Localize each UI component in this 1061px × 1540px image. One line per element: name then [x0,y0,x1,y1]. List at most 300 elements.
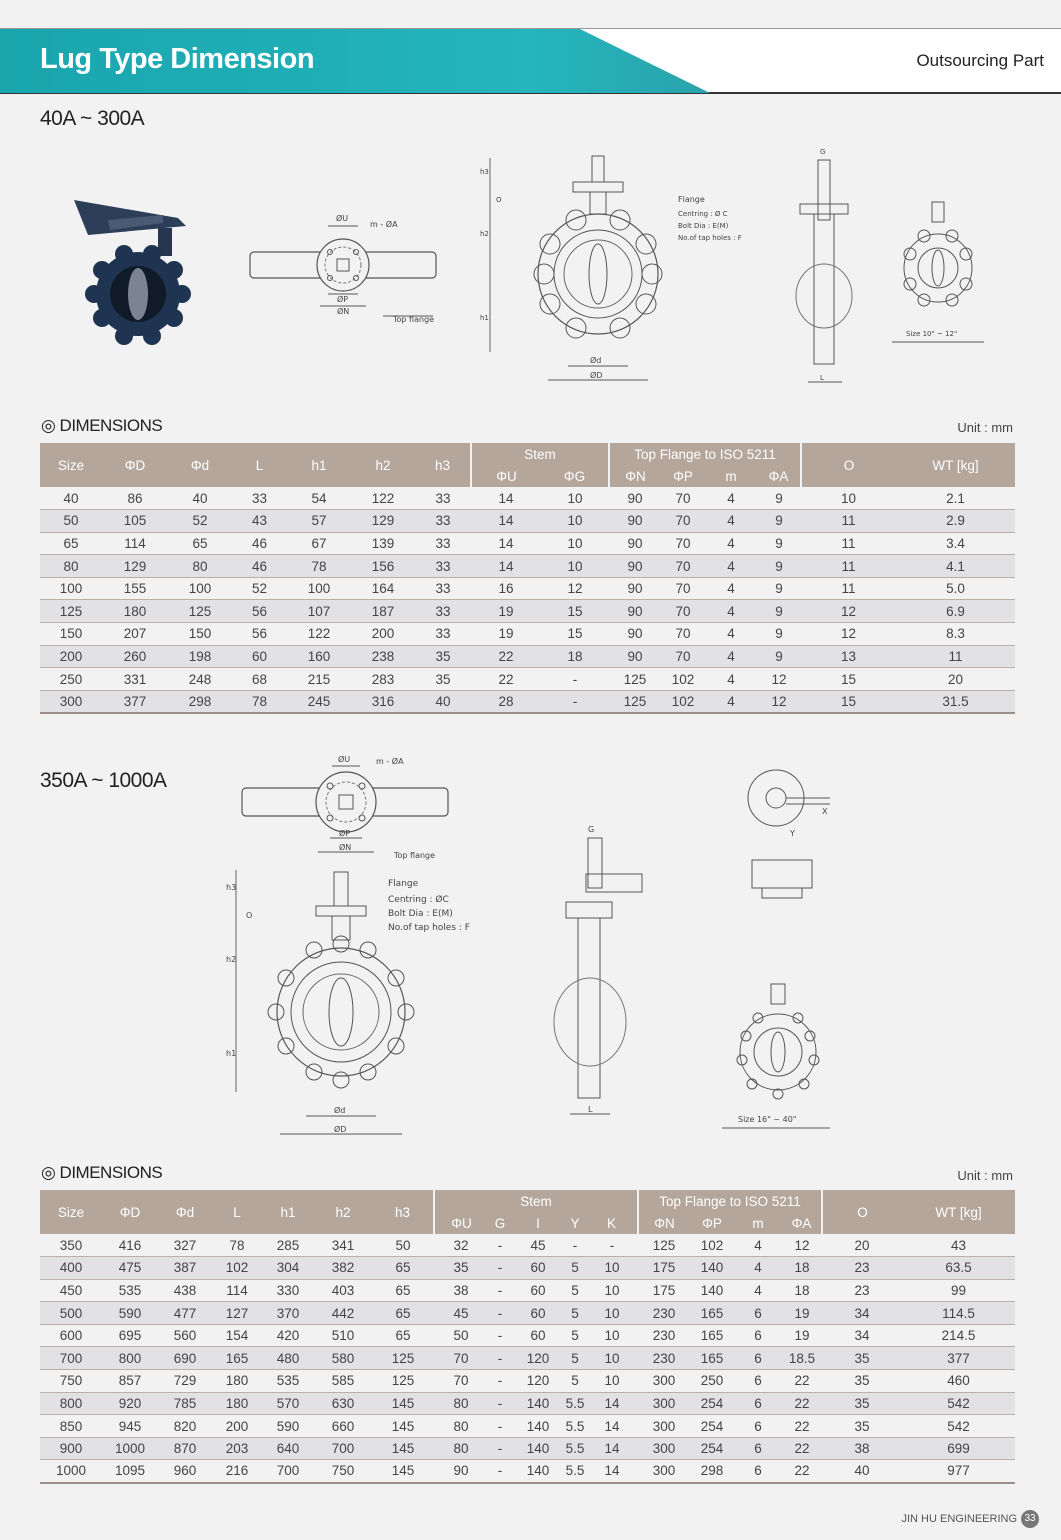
table-row [40,555,1015,578]
table-cell: 180 [212,1370,262,1393]
table-cell: 11 [896,645,1015,668]
table-cell: 78 [232,690,287,713]
table-cell: 4 [705,577,757,600]
table-row [40,1234,1015,1257]
table-cell: 114 [212,1279,262,1302]
table-cell: 90 [609,510,661,533]
table-cell: 510 [314,1324,372,1347]
table-cell: 43 [232,510,287,533]
table-cell: 560 [158,1324,212,1347]
svg-text:Bolt Dia : E(M): Bolt Dia : E(M) [388,909,453,919]
table-cell: 11 [801,532,896,555]
table-cell: 165 [690,1324,734,1347]
table-cell: 300 [638,1437,690,1460]
table-cell: 40 [822,1460,902,1483]
table-cell: 4 [705,600,757,623]
table-cell: 590 [102,1302,158,1325]
table-cell: 570 [262,1392,314,1415]
table-cell: 695 [102,1324,158,1347]
table-cell: 4 [705,510,757,533]
table-cell: 377 [902,1347,1015,1370]
table-cell: 341 [314,1234,372,1257]
table-cell: 70 [434,1370,488,1393]
table-cell: 63.5 [902,1257,1015,1280]
table-cell: 3.4 [896,532,1015,555]
table-cell: 6 [734,1370,782,1393]
table-cell: 4 [734,1257,782,1280]
table-cell: - [488,1302,512,1325]
table-cell: 370 [262,1302,314,1325]
table-cell: 140 [512,1460,564,1483]
table-cell: 140 [512,1437,564,1460]
col-o: O [822,1190,902,1234]
table-cell: 254 [690,1392,734,1415]
table-cell: 70 [661,645,705,668]
table-row [40,1437,1015,1460]
table-cell: 45 [512,1234,564,1257]
col-phi-n: ΦN [638,1212,690,1234]
col-phi-d: Φd [168,443,232,487]
svg-text:O: O [246,911,253,920]
table-cell: 35 [415,645,471,668]
table-cell: 6 [734,1347,782,1370]
col-k: K [586,1212,638,1234]
table-cell: 38 [822,1437,902,1460]
valve-front-drawing-1 [478,152,778,392]
table-cell: 32 [434,1234,488,1257]
table-row [40,690,1015,713]
table-cell: 5 [564,1302,586,1325]
section-label: Outsourcing Part [916,51,1044,70]
col-y: Y [564,1212,586,1234]
table-cell: 140 [512,1415,564,1438]
valve-small-drawing-1 [888,196,988,346]
col-m: m [734,1212,782,1234]
table-cell: 250 [690,1370,734,1393]
table-row [40,1302,1015,1325]
table-cell: 102 [212,1257,262,1280]
col-phi-p: ΦP [661,465,705,487]
table-cell: - [488,1324,512,1347]
table-cell: 19 [471,600,541,623]
table-cell: 870 [158,1437,212,1460]
table-cell: 400 [40,1257,102,1280]
table-cell: 5.5 [564,1392,586,1415]
table-cell: 600 [40,1324,102,1347]
svg-text:ØU: ØU [336,214,349,223]
table-cell: 750 [314,1460,372,1483]
table-cell: 40 [40,487,102,510]
table-cell: - [488,1347,512,1370]
table-row [40,1257,1015,1280]
table-cell: 180 [212,1392,262,1415]
top-flange-drawing-2 [236,752,496,864]
table-cell: 114.5 [902,1302,1015,1325]
col-size: Size [40,443,102,487]
table-cell: 22 [782,1370,822,1393]
svg-text:ØN: ØN [337,307,350,316]
table-row [40,623,1015,646]
table-cell: 5.0 [896,577,1015,600]
table-cell: 90 [609,487,661,510]
table-cell: 12 [757,668,801,691]
table-cell: 248 [168,668,232,691]
table-cell: 4 [734,1234,782,1257]
dimensions-table-2 [40,1190,1015,1484]
table-cell: 155 [102,577,168,600]
col-h1: h1 [262,1190,314,1234]
table-cell: 70 [661,555,705,578]
table-cell: 52 [168,510,232,533]
valve-small-drawing-2 [718,980,838,1130]
table-cell: 15 [541,623,609,646]
table-cell: 19 [471,623,541,646]
table-cell: 10 [586,1324,638,1347]
table-cell: 200 [351,623,415,646]
table-cell: 28 [471,690,541,713]
table-cell: 11 [801,510,896,533]
col-phi-D: ΦD [102,443,168,487]
table-cell: 857 [102,1370,158,1393]
table-cell: - [488,1234,512,1257]
table-cell: 156 [351,555,415,578]
table-row [40,577,1015,600]
table-cell: 945 [102,1415,158,1438]
table-cell: 10 [586,1279,638,1302]
col-l: L [232,443,287,487]
table-cell: 850 [40,1415,102,1438]
table-cell: 38 [434,1279,488,1302]
table-cell: - [586,1234,638,1257]
svg-text:G: G [588,825,595,834]
table-cell: 10 [586,1347,638,1370]
table-cell: 4 [705,668,757,691]
table-cell: 105 [102,510,168,533]
svg-text:Bolt Dia : E(M): Bolt Dia : E(M) [678,222,729,230]
table-cell: 90 [434,1460,488,1483]
col-phi-d: Φd [158,1190,212,1234]
table-cell: 542 [902,1415,1015,1438]
valve-side-drawing-2 [548,822,658,1122]
table-cell: 15 [801,690,896,713]
table-cell: 99 [902,1279,1015,1302]
table-cell: 33 [415,577,471,600]
col-wt: WT [kg] [896,443,1015,487]
table-cell: 80 [434,1415,488,1438]
table-cell: 70 [661,510,705,533]
table-cell: 1095 [102,1460,158,1483]
table-cell: 56 [232,623,287,646]
table-cell: 34 [822,1302,902,1325]
table-cell: 65 [372,1257,434,1280]
table-cell: 350 [40,1234,102,1257]
table-cell: 230 [638,1302,690,1325]
table-cell: 65 [372,1279,434,1302]
table-cell: 700 [314,1437,372,1460]
svg-text:h1: h1 [480,314,489,322]
table-cell: 14 [471,555,541,578]
table-cell: 18 [782,1257,822,1280]
svg-text:ØD: ØD [590,371,603,380]
table-cell: 5 [564,1347,586,1370]
col-i: I [512,1212,564,1234]
table-cell: 175 [638,1257,690,1280]
table-cell: 12 [757,690,801,713]
table-cell: 298 [690,1460,734,1483]
table-cell: 11 [801,577,896,600]
table-cell: 22 [782,1392,822,1415]
table-cell: 9 [757,577,801,600]
svg-text:G: G [820,148,826,156]
table-cell: 12 [541,577,609,600]
table-cell: 31.5 [896,690,1015,713]
table-cell: 215 [287,668,351,691]
table-cell: 33 [232,487,287,510]
col-h3: h3 [415,443,471,487]
table-cell: 500 [40,1302,102,1325]
table-cell: 260 [102,645,168,668]
table-cell: 214.5 [902,1324,1015,1347]
table-cell: 5.5 [564,1460,586,1483]
svg-text:Size 10" ~ 12": Size 10" ~ 12" [906,330,958,338]
table-cell: 35 [434,1257,488,1280]
table-cell: 125 [40,600,102,623]
svg-text:No.of tap holes : F: No.of tap holes : F [388,923,470,933]
table-cell: 977 [902,1460,1015,1483]
table-cell: 480 [262,1347,314,1370]
dimensions-table-1 [40,443,1015,714]
table-cell: 640 [262,1437,314,1460]
table-cell: 60 [512,1324,564,1347]
table-cell: 57 [287,510,351,533]
table-cell: 154 [212,1324,262,1347]
svg-text:Ød: Ød [590,356,602,365]
table-cell: 165 [690,1347,734,1370]
table-cell: 33 [415,623,471,646]
table-cell: 4 [734,1279,782,1302]
top-flange-drawing-1 [248,210,448,330]
table-cell: 150 [168,623,232,646]
table-cell: 4 [705,623,757,646]
table-cell: 78 [212,1234,262,1257]
col-phi-n: ΦN [609,465,661,487]
table-cell: 122 [351,487,415,510]
table-cell: 35 [822,1347,902,1370]
table-cell: 129 [102,555,168,578]
col-l: L [212,1190,262,1234]
table-cell: 300 [638,1370,690,1393]
table-cell: 254 [690,1437,734,1460]
col-h2: h2 [351,443,415,487]
table-cell: 100 [40,577,102,600]
table-cell: - [488,1460,512,1483]
valve-front-drawing-2 [206,866,506,1142]
table-cell: 107 [287,600,351,623]
table-cell: 145 [372,1460,434,1483]
table-cell: 5 [564,1257,586,1280]
table-cell: 45 [434,1302,488,1325]
table-cell: 86 [102,487,168,510]
table-cell: 15 [541,600,609,623]
table-cell: 6 [734,1415,782,1438]
col-phi-a: ΦA [757,465,801,487]
col-phi-u: ΦU [434,1212,488,1234]
table-row [40,1347,1015,1370]
svg-text:L: L [588,1105,593,1114]
svg-text:Ød: Ød [334,1106,346,1115]
table-row [40,668,1015,691]
table-cell: 60 [232,645,287,668]
col-wt: WT [kg] [902,1190,1015,1234]
table-cell: 60 [512,1279,564,1302]
table-cell: 56 [232,600,287,623]
col-o: O [801,443,896,487]
table-cell: 14 [586,1460,638,1483]
table-cell: 90 [609,623,661,646]
svg-text:Y: Y [790,829,795,838]
table-cell: 12 [801,600,896,623]
table-cell: 9 [757,645,801,668]
table-cell: 65 [168,532,232,555]
table-row [40,1370,1015,1393]
table-cell: - [488,1415,512,1438]
table-cell: 52 [232,577,287,600]
table-cell: 580 [314,1347,372,1370]
table-cell: 475 [102,1257,158,1280]
table-cell: 9 [757,532,801,555]
table-cell: 4.1 [896,555,1015,578]
table-cell: 50 [40,510,102,533]
table-cell: 8.3 [896,623,1015,646]
table-cell: 125 [372,1370,434,1393]
table-cell: 114 [102,532,168,555]
valve-photo [68,190,218,350]
table-row [40,1460,1015,1483]
table-cell: 331 [102,668,168,691]
page-number: 33 [1021,1510,1039,1528]
svg-text:h1: h1 [226,1049,237,1058]
table-cell: 10 [541,532,609,555]
table-cell: 145 [372,1392,434,1415]
table-cell: 6 [734,1437,782,1460]
table-cell: 6 [734,1324,782,1347]
col-phi-a: ΦA [782,1212,822,1234]
col-g: G [488,1212,512,1234]
flange-group-header: Top Flange to ISO 5211 [609,443,801,465]
table-cell: - [488,1279,512,1302]
table-cell: 300 [40,690,102,713]
svg-text:ØP: ØP [337,295,349,304]
table-row [40,600,1015,623]
col-h3: h3 [372,1190,434,1234]
table-cell: 33 [415,510,471,533]
table-cell: 750 [40,1370,102,1393]
table-cell: 535 [262,1370,314,1393]
table-cell: 6.9 [896,600,1015,623]
table-cell: 164 [351,577,415,600]
table-cell: 70 [661,600,705,623]
table-cell: - [564,1234,586,1257]
table-cell: 122 [287,623,351,646]
table-cell: 230 [638,1324,690,1347]
table-cell: 5 [564,1370,586,1393]
svg-text:Top flange: Top flange [394,851,436,860]
table-cell: 800 [40,1392,102,1415]
table-cell: 785 [158,1392,212,1415]
table-cell: 9 [757,600,801,623]
table-cell: 145 [372,1415,434,1438]
svg-text:No.of tap holes : F: No.of tap holes : F [678,234,742,242]
table-cell: 14 [471,487,541,510]
table-cell: 33 [415,487,471,510]
table-cell: 34 [822,1324,902,1347]
table-cell: 90 [609,532,661,555]
table-cell: 175 [638,1279,690,1302]
table-cell: 304 [262,1257,314,1280]
stem-group-header: Stem [471,443,609,465]
table-cell: 23 [822,1257,902,1280]
table-cell: 46 [232,555,287,578]
table-cell: 14 [471,532,541,555]
table-cell: 198 [168,645,232,668]
table-cell: 254 [690,1415,734,1438]
table-cell: 283 [351,668,415,691]
table-cell: 960 [158,1460,212,1483]
table-cell: 1000 [102,1437,158,1460]
table-cell: 690 [158,1347,212,1370]
table-cell: 9 [757,510,801,533]
table-cell: 40 [415,690,471,713]
table-row [40,645,1015,668]
table-cell: 387 [158,1257,212,1280]
svg-text:m - ØA: m - ØA [370,220,398,229]
svg-text:X: X [822,807,828,816]
table-cell: 60 [512,1257,564,1280]
table-cell: 250 [40,668,102,691]
table-cell: 4 [705,487,757,510]
table-cell: 125 [168,600,232,623]
table-cell: 477 [158,1302,212,1325]
svg-text:Flange: Flange [388,879,419,889]
table-cell: 4 [705,690,757,713]
table-cell: 22 [782,1460,822,1483]
table-cell: 442 [314,1302,372,1325]
table-cell: 50 [434,1324,488,1347]
table-cell: 70 [661,577,705,600]
section1-title: 40A ~ 300A [40,107,145,130]
table-cell: 145 [372,1437,434,1460]
svg-text:L: L [820,374,824,382]
page-title: Lug Type Dimension [40,43,315,75]
table-cell: 10 [541,487,609,510]
table-cell: 180 [102,600,168,623]
table-cell: 330 [262,1279,314,1302]
table-cell: 10 [586,1302,638,1325]
table-cell: 43 [902,1234,1015,1257]
table-cell: 67 [287,532,351,555]
table-cell: 22 [471,645,541,668]
table-cell: 20 [822,1234,902,1257]
table-row [40,1279,1015,1302]
svg-text:Size 16" ~ 40": Size 16" ~ 40" [738,1115,797,1124]
table-cell: 33 [415,555,471,578]
table-cell: 10 [586,1257,638,1280]
col-phi-p: ΦP [690,1212,734,1234]
table-row [40,1324,1015,1347]
table-cell: 40 [168,487,232,510]
table-cell: 2.9 [896,510,1015,533]
table-cell: 125 [609,668,661,691]
